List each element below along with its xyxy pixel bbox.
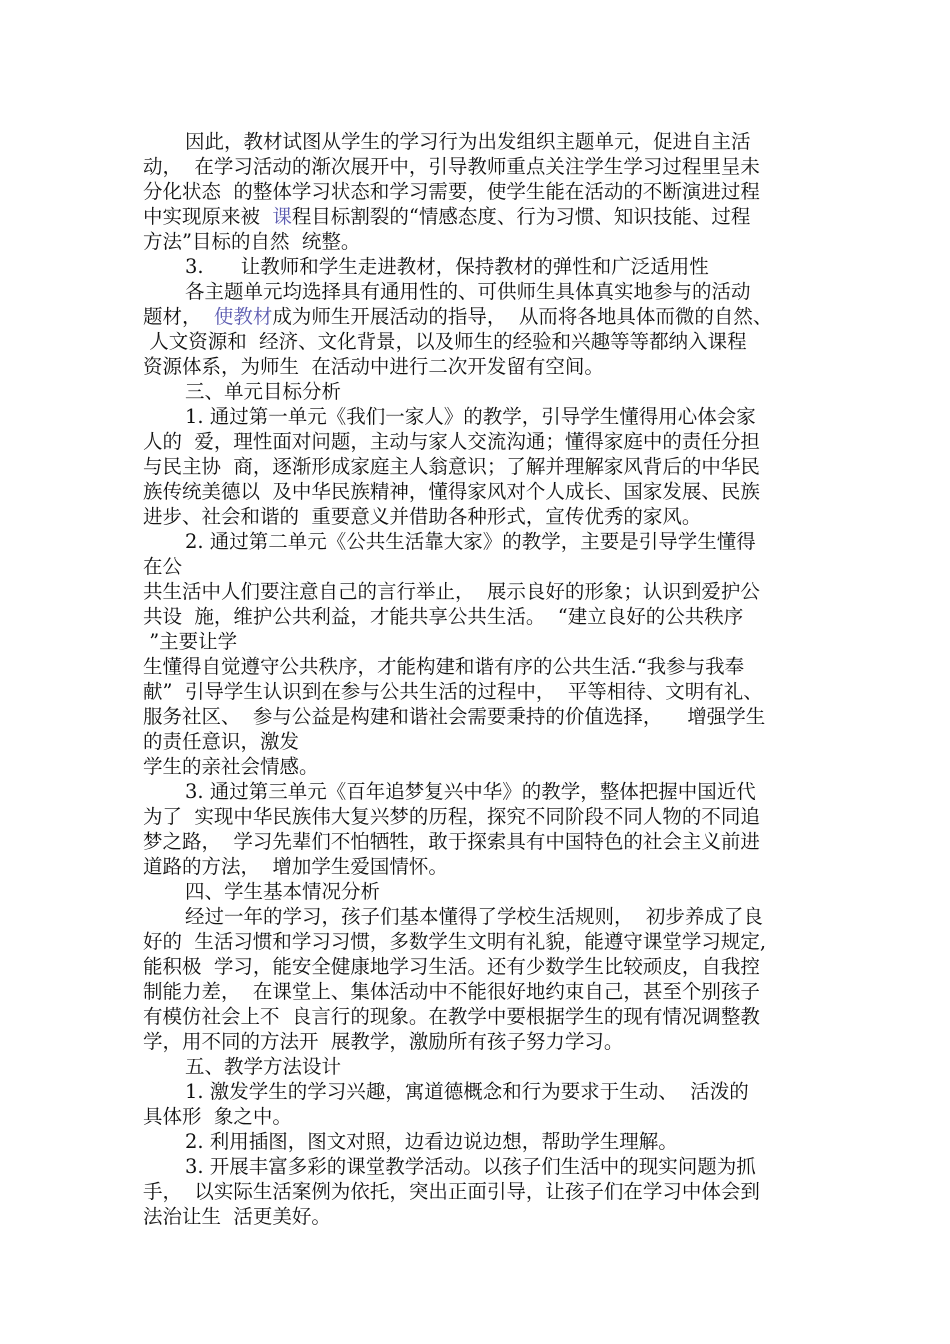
line-text: 分化状态 的整体学习状态和学习需要，使学生能在活动的不断演进过程 [143,180,760,203]
text-line [143,330,747,354]
text-line [185,1130,678,1154]
text-line [143,655,744,679]
text-line [143,1005,760,1029]
text-line [143,580,760,604]
line-text: 因此，教材试图从学生的学习行为出发组织主题单元，促进自主活 [185,130,751,153]
text-line [185,530,756,554]
text-line [143,755,319,779]
line-text: 有模仿社会上不 良言行的现象。在教学中要根据学生的现有情况调整教 [143,1005,760,1028]
line-text: 3. 开展丰富多彩的课堂教学活动。以孩子们生活中的现实问题为抓 [185,1155,756,1178]
text-line [143,455,760,479]
text-line [143,705,765,729]
line-text: 3. 通过第三单元《百年追梦复兴中华》的教学，整体把握中国近代 [185,780,756,803]
text-line [143,180,760,204]
text-line [143,605,743,629]
text-line [185,1080,749,1104]
text-line [185,255,709,279]
text-line [143,830,760,854]
line-text: 1. 通过第一单元《我们一家人》的教学，引导学生懂得用心体会家 [185,405,756,428]
text-line [143,505,701,529]
text-line [185,880,380,904]
line-text-continued: 成为师生开展活动的指导， 从而将各地具体而微的自然、 [272,305,773,328]
text-line [143,480,760,504]
text-line [143,430,760,454]
line-text: 学，用不同的方法开 展教学，激励所有孩子努力学习。 [143,1030,624,1053]
text-line [185,280,751,304]
line-text: 的责任意识，激发 [143,730,300,753]
line-text: 方法”目标的自然 统整。 [143,230,361,253]
text-line [143,1030,623,1054]
line-text: 具体形 象之中。 [143,1105,292,1128]
text-line [143,980,760,1004]
line-text: 法治让生 活更美好。 [143,1205,331,1228]
line-text: 族传统美德以 及中华民族精神，懂得家风对个人成长、国家发展、民族 [143,480,760,503]
text-line [143,1205,331,1229]
text-line [185,405,756,429]
text-line [143,355,604,379]
text-line [185,905,763,929]
text-line [143,855,448,879]
text-line [143,230,360,254]
line-text: 1. 激发学生的学习兴趣，寓道德概念和行为要求于生动、 活泼的 [185,1080,749,1103]
line-text: 为了 实现中华民族伟大复兴梦的历程，探究不同阶段不同人物的不同追 [143,805,760,828]
hyperlink-text[interactable]: 使教材 [213,305,273,328]
line-text: 能积极 学习，能安全健康地学习生活。还有少数学生比较顽皮，自我控 [143,955,760,978]
line-text: 好的 生活习惯和学习习惯，多数学生文明有礼貌，能遵守课堂学习规定, [143,930,767,953]
line-text: 进步、社会和谐的 重要意义并借助各种形式，宣传优秀的家风。 [143,505,702,528]
line-text: 2. 通过第二单元《公共生活靠大家》的教学，主要是引导学生懂得 [185,530,756,553]
line-text: ”主要让学 [143,630,238,653]
line-text: 中实现原来被 [143,205,273,228]
line-text: 2. 利用插图，图文对照，边看边说边想，帮助学生理解。 [185,1130,678,1153]
text-line [143,730,299,754]
text-line [143,1180,760,1204]
text-line [185,1155,756,1179]
line-text: 题材， [143,305,214,328]
line-text: 共生活中人们要注意自己的言行举止， 展示良好的形象；认识到爱护公 [143,580,760,603]
line-text: 资源体系，为师生 在活动中进行二次开发留有空间。 [143,355,604,378]
line-text: 道路的方法， 增加学生爱国情怀。 [143,855,448,878]
text-line [143,305,772,329]
text-line [185,1055,341,1079]
text-line [143,155,760,179]
line-text: 动， 在学习活动的渐次展开中，引导教师重点关注学生学习过程里呈未 [143,155,760,178]
text-line [143,630,237,654]
hyperlink-text[interactable]: 课 [272,205,292,228]
line-text: 经过一年的学习，孩子们基本懂得了学校生活规则， 初步养成了良 [185,905,763,928]
line-text: 共设 施，维护公共利益，才能共享公共生活。 “建立良好的公共秩序 [143,605,744,628]
text-line [185,780,756,804]
text-line [143,205,750,229]
text-line [185,380,341,404]
line-text: 服务社区、 参与公益是构建和谐社会需要秉持的价值选择， 增强学生 [143,705,766,728]
text-line [143,955,760,979]
line-text: 各主题单元均选择具有通用性的、可供师生具体真实地参与的活动 [185,280,751,303]
text-line [143,805,760,829]
text-line [143,1105,292,1129]
line-text: 3. 让教师和学生走进教材，保持教材的弹性和广泛适用性 [185,255,709,278]
line-text: 梦之路， 学习先辈们不怕牺牲，敢于探索具有中国特色的社会主义前进 [143,830,760,853]
line-text: 人文资源和 经济、文化背景，以及师生的经验和兴趣等等都纳入课程 [143,330,747,353]
line-text: 三、单元目标分析 [185,380,342,403]
line-text: 制能力差， 在课堂上、集体活动中不能很好地约束自己，甚至个别孩子 [143,980,760,1003]
line-text-continued: 程目标割裂的“情感态度、行为习惯、知识技能、过程 [291,205,751,228]
text-line [143,680,763,704]
line-text: 学生的亲社会情感。 [143,755,319,778]
text-line [185,130,751,154]
line-text: 四、学生基本情况分析 [185,880,381,903]
line-text: 五、教学方法设计 [185,1055,342,1078]
text-line [143,930,766,954]
line-text: 手， 以实际生活案例为依托，突出正面引导，让孩子们在学习中体会到 [143,1180,760,1203]
line-text: 人的 爱，理性面对问题，主动与家人交流沟通；懂得家庭中的责任分担 [143,430,760,453]
line-text: 献” 引导学生认识到在参与公共生活的过程中， 平等相待、文明有礼、 [143,680,763,703]
line-text: 生懂得自觉遵守公共秩序，才能构建和谐有序的公共生活.“我参与我奉 [143,655,745,678]
line-text: 在公 [143,555,183,578]
line-text: 与民主协 商，逐渐形成家庭主人翁意识；了解并理解家风背后的中华民 [143,455,760,478]
text-line [143,555,182,579]
